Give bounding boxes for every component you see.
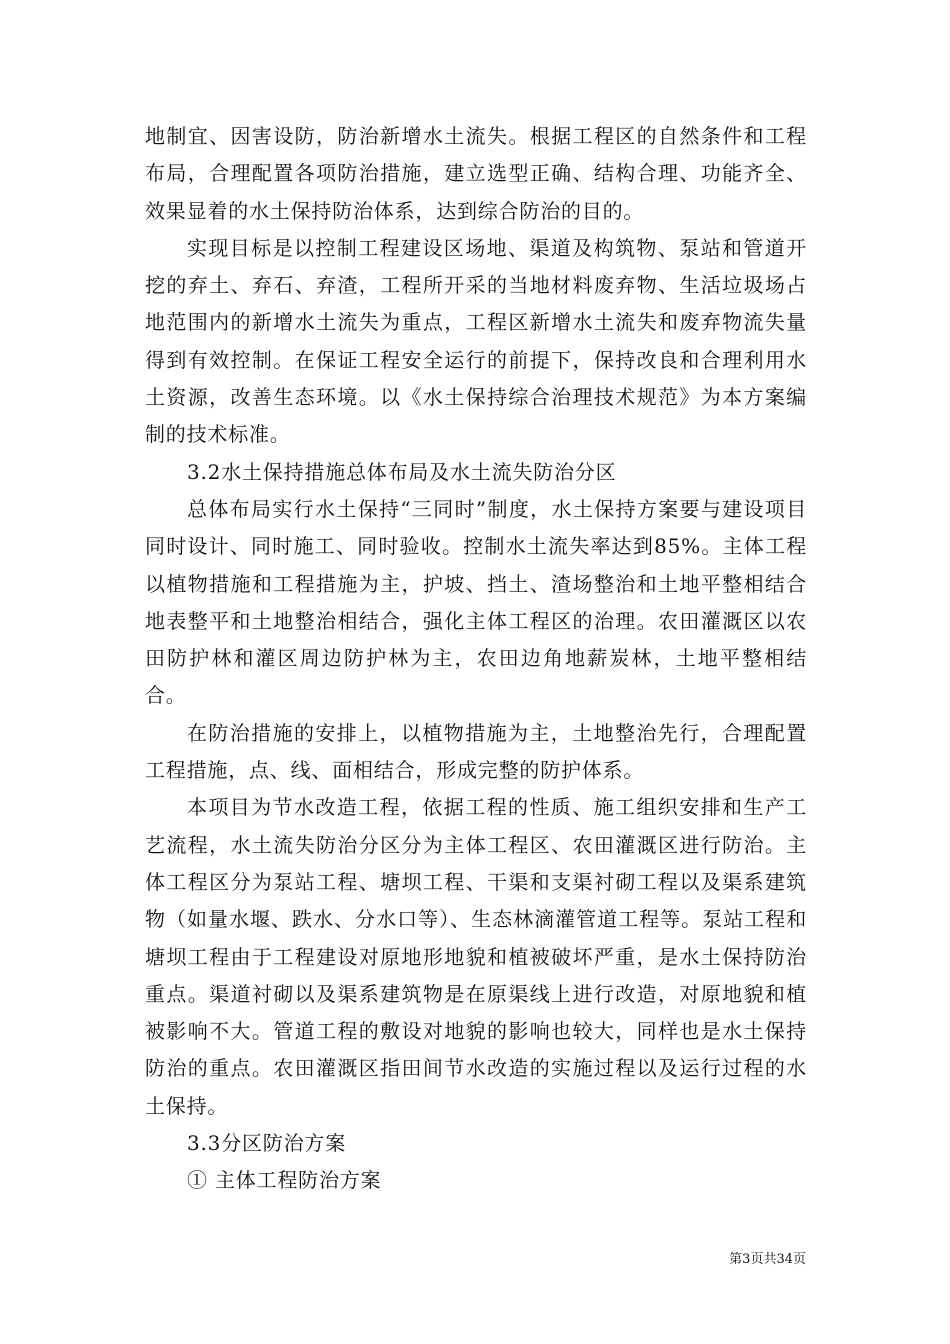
page-number-footer: 第3页共34页 bbox=[729, 1252, 806, 1267]
section-heading-3-2: 3.2水土保持措施总体布局及水土流失防治分区 bbox=[187, 459, 617, 484]
document-body bbox=[145, 118, 807, 1200]
paragraph-zoning: 本项目为节水改造工程，依据工程的性质、施工组织安排和生产工艺流程，水土流失防治分区分为主体工程区、农田灌溉区进行防治。主体工程区分为泵站工程、塘坝工程、干渠和支渠衬砌工程以及渠系建筑物（如量水堰、跌水、分水口等）、生态林滴灌管道工程等。泵站工程和塘坝工程由于工程建设对原地形地貌和植被破坏严重，是水土保持防治重点。渠道衬砌以及渠系建筑物是在原渠线上进行改造，对原地貌和植被影响不大。管道工程的敷设对地貌的影响也较大，同样也是水土保持防治的重点。农田灌溉区指田间节水改造的实施过程以及运行过程的水土保持。 bbox=[145, 795, 807, 1118]
paragraph-overall-layout: 总体布局实行水土保持“三同时”制度，水土保持方案要与建设项目同时设计、同时施工、同时验收。控制水土流失率达到85%。主体工程以植物措施和工程措施为主，护坡、挡土、渣场整治和土地平整相结合地表整平和土地整治相结合，强化主体工程区的治理。农田灌溉区以农田防护林和灌区周边防护林为主，农田边角地薪炭林，土地平整相结合。 bbox=[145, 496, 807, 708]
section-heading-3-3: 3.3分区防治方案 bbox=[187, 1131, 347, 1156]
paragraph-goals: 实现目标是以控制工程建设区场地、渠道及构筑物、泵站和管道开挖的弃土、弃石、弃渣，工程所开采的当地材料废弃物、生活垃圾场占地范围内的新增水土流失为重点，工程区新增水土流失和废弃物流失量得到有效控制。在保证工程安全运行的前提下，保持改良和合理利用水土资源，改善生态环境。以《水土保持综合治理技术规范》为本方案编制的技术标准。 bbox=[145, 235, 807, 447]
paragraph-continuation: 地制宜、因害设防，防治新增水土流失。根据工程区的自然条件和工程布局，合理配置各项防治措施，建立选型正确、结构合理、功能齐全、效果显着的水土保持防治体系，达到综合防治的目的。 bbox=[145, 124, 807, 223]
subsection-heading-main-works: ① 主体工程防治方案 bbox=[187, 1168, 382, 1193]
paragraph-measures: 在防治措施的安排上，以植物措施为主，土地整治先行，合理配置工程措施，点、线、面相结合，形成完整的防护体系。 bbox=[145, 720, 807, 783]
